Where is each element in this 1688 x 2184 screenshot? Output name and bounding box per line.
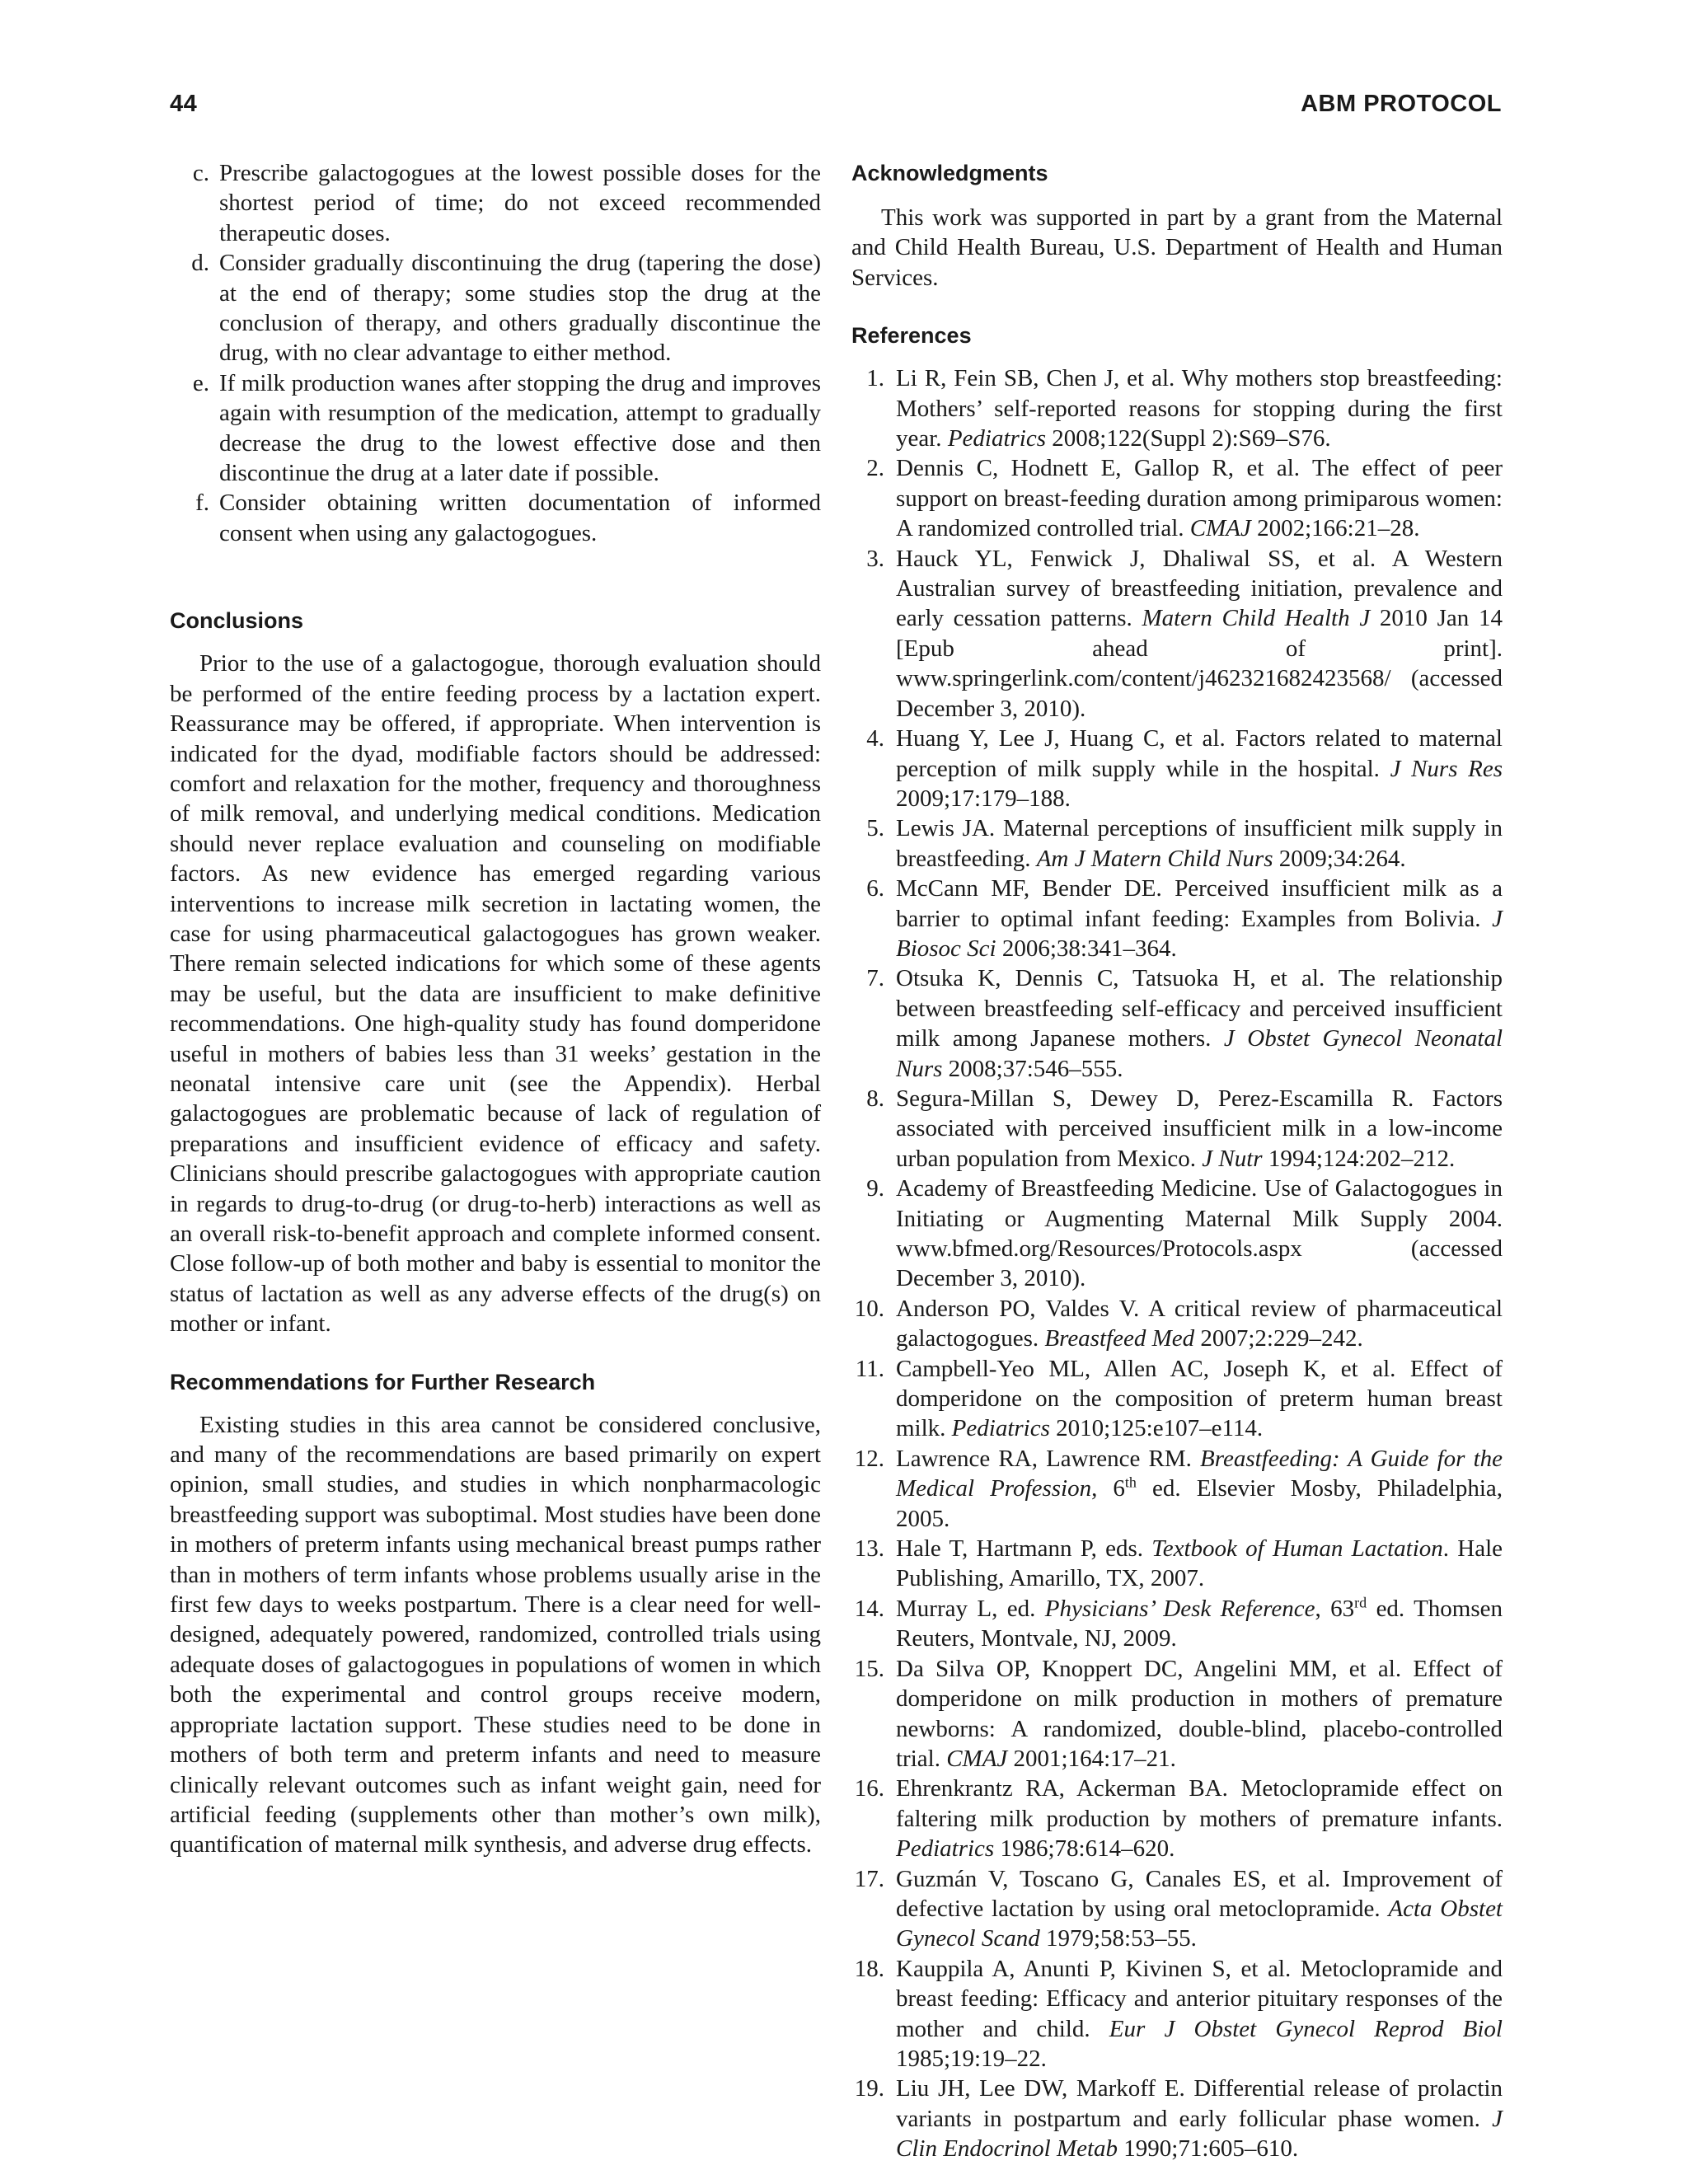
reference-number: 17.	[854, 1865, 884, 1892]
reference-text	[896, 724, 1503, 813]
reference-authors-title: Otsuka K, Dennis C, Tatsuoka H, et al. The relationship between breastfeeding self-efficacy and perceived insufficient milk among Japanese mothers.	[896, 965, 1503, 1052]
reference-citation: 2006;38:341–364.	[996, 935, 1177, 962]
reference-citation: , 6	[1091, 1475, 1125, 1502]
reference-journal: Physicians’ Desk Reference	[1044, 1595, 1315, 1622]
reference-authors-title: Huang Y, Lee J, Huang C, et al. Factors related to maternal perception of milk supply while in the hospital.	[896, 725, 1503, 782]
reference-journal: J Biosoc Sci	[896, 905, 1503, 962]
list-item-text: Prescribe galactogogues at the lowest possible doses for the shortest period of time; do not exceed recommended therapeutic doses.	[219, 160, 821, 246]
reference-citation: 2009;34:264.	[1273, 845, 1406, 872]
reference-item	[851, 544, 1503, 724]
acknowledgments-text: This work was supported in part by a grant from the Maternal and Child Health Bureau, U.S. Department of Health and Human Services.	[851, 204, 1503, 291]
reference-text	[896, 363, 1503, 453]
acknowledgments-heading: Acknowledgments	[851, 161, 1048, 185]
reference-number: 16.	[854, 1775, 884, 1802]
reference-item	[851, 453, 1503, 543]
reference-journal: Eur J Obstet Gynecol Reprod Biol	[1109, 2015, 1503, 2042]
reference-item	[851, 1534, 1503, 1594]
reference-number: 14.	[854, 1595, 884, 1622]
reference-authors-title: Kauppila A, Anunti P, Kivinen S, et al. Metoclopramide and breast feeding: Efficacy and anterior pituitary responses of the mother and child.	[896, 1955, 1503, 2042]
reference-item	[851, 874, 1503, 963]
reference-number: 7.	[866, 965, 884, 992]
list-item	[170, 248, 821, 368]
reference-citation: 2008;122(Suppl 2):S69–S76.	[1046, 425, 1331, 452]
reference-citation: 2007;2:229–242.	[1194, 1325, 1363, 1352]
reference-number: 3.	[866, 545, 884, 572]
reference-authors-title: Segura-Millan S, Dewey D, Perez-Escamilla R. Factors associated with perceived insufficient milk in a low-income urban population from Mexico.	[896, 1085, 1503, 1172]
reference-item	[851, 363, 1503, 453]
reference-citation: , 63	[1315, 1595, 1355, 1622]
reference-journal: Pediatrics	[951, 1415, 1050, 1442]
reference-authors-title: Guzmán V, Toscano G, Canales ES, et al. Improvement of defective lactation by using oral metoclopramide.	[896, 1865, 1503, 1922]
reference-superscript: th	[1124, 1474, 1137, 1491]
reference-item	[851, 1594, 1503, 1654]
reference-journal: Breastfeeding: A Guide for the Medical Profession	[896, 1445, 1503, 1502]
list-item-text: Consider gradually discontinuing the drug (tapering the dose) at the end of therapy; some studies stop the drug at the conclusion of therapy, and others gradually discontinue the drug, with no clear advantage to either method.	[219, 250, 821, 367]
reference-item	[851, 1084, 1503, 1174]
reference-journal: J Obstet Gynecol Neonatal Nurs	[896, 1025, 1503, 1082]
list-item	[170, 158, 821, 248]
reference-citation: 2001;164:17–21.	[1007, 1745, 1176, 1772]
reference-text	[896, 813, 1503, 874]
reference-item	[851, 1174, 1503, 1294]
reference-number: 9.	[866, 1175, 884, 1202]
reference-text	[896, 874, 1503, 963]
reference-number: 18.	[854, 1955, 884, 1982]
reference-citation-end: ed. Thomsen Reuters, Montvale, NJ, 2009.	[896, 1595, 1503, 1652]
list-item-label: f.	[195, 490, 209, 517]
reference-journal: Breastfeed Med	[1044, 1325, 1195, 1352]
reference-journal: CMAJ	[1189, 515, 1251, 542]
reference-citation: 1994;124:202–212.	[1262, 1145, 1456, 1172]
reference-text	[896, 1294, 1503, 1354]
reference-text	[896, 1084, 1503, 1174]
reference-citation: 1985;19:19–22.	[896, 2045, 1047, 2072]
reference-item	[851, 2074, 1503, 2163]
reference-number: 2.	[866, 455, 884, 482]
reference-authors-title: Academy of Breastfeeding Medicine. Use of Galactogogues in Initiating or Augmenting Maternal Milk Supply 2004. www.bfmed.org/Resources/Protocols.aspx (accessed December 3, 2010).	[896, 1175, 1503, 1292]
list-item	[170, 488, 821, 548]
reference-number: 12.	[854, 1445, 884, 1472]
list-item	[170, 368, 821, 489]
reference-journal: J Nurs Res	[1390, 755, 1503, 782]
reference-authors-title: McCann MF, Bender DE. Perceived insufficient milk as a barrier to optimal infant feeding: Examples from Bolivia.	[896, 875, 1503, 932]
reference-item	[851, 724, 1503, 813]
reference-text	[896, 453, 1503, 543]
reference-number: 15.	[854, 1655, 884, 1682]
conclusions-text: Prior to the use of a galactogogue, thorough evaluation should be performed of the entire feeding process by a lactation expert. Reassurance may be offered, if appropriate. When intervention is indicated for the dyad, modifiable factors should be addressed: comfort and relaxation for the mother, frequency and thoroughness of milk removal, and underlying medical conditions. Medication should never replace evaluation and counseling on modifiable factors. As new evidence has emerged regarding various interventions to increase milk secretion in lactating women, the case for using pharmaceutical galactogogues has grown weaker. There remain selected indications for which some of these agents may be useful, but the data are insufficient to make definitive recommendations. One high-quality study has found domperidone useful in mothers of babies less than 31 weeks’ gestation in the neonatal intensive care unit (see the Appendix). Herbal galactogogues are problematic because of lack of regulation of preparations and insufficient evidence of efficacy and safety. Clinicians should prescribe galactogogues with appropriate caution in regards to drug-to-drug (or drug-to-herb) interactions as well as an overall risk-to-benefit approach and complete informed consent. Close follow-up of both mother and baby is essential to monitor the status of lactation as well as any adverse effects of the drug(s) on mother or infant.	[170, 650, 821, 1338]
reference-text	[896, 1654, 1503, 1774]
conclusions-heading: Conclusions	[170, 608, 304, 634]
reference-authors-title: Dennis C, Hodnett E, Gallop R, et al. The effect of peer support on breast-feeding duration among primiparous women: A randomized controlled trial.	[896, 455, 1503, 542]
reference-journal: J Nutr	[1202, 1145, 1263, 1172]
reference-item	[851, 1774, 1503, 1863]
reference-authors-title: Hale T, Hartmann P, eds.	[896, 1535, 1152, 1563]
left-column	[170, 158, 821, 1860]
reference-journal: Textbook of Human Lactation	[1151, 1535, 1443, 1563]
reference-citation: 1986;78:614–620.	[994, 1835, 1175, 1863]
reference-number: 5.	[866, 815, 884, 842]
reference-number: 6.	[866, 875, 884, 902]
reference-number: 1.	[866, 365, 884, 392]
reference-text	[896, 1864, 1503, 1954]
list-item-label: c.	[192, 160, 209, 186]
reference-item	[851, 1354, 1503, 1444]
reference-journal: Pediatrics	[896, 1835, 995, 1863]
recommendation-list	[170, 158, 821, 548]
reference-superscript: rd	[1354, 1594, 1367, 1611]
references-heading: References	[851, 323, 972, 349]
reference-text	[896, 963, 1503, 1084]
reference-authors-title: Lewis JA. Maternal perceptions of insufficient milk supply in breastfeeding.	[896, 815, 1503, 872]
reference-text	[896, 544, 1503, 724]
reference-text	[896, 1174, 1503, 1294]
reference-text	[896, 1534, 1503, 1594]
reference-authors-title: Ehrenkrantz RA, Ackerman BA. Metoclopramide effect on faltering milk production by mothers of premature infants.	[896, 1775, 1503, 1832]
reference-citation: 2002;166:21–28.	[1250, 515, 1420, 542]
reference-journal: J Clin Endocrinol Metab	[896, 2105, 1503, 2163]
reference-item	[851, 1864, 1503, 1954]
reference-journal: Am J Matern Child Nurs	[1036, 845, 1273, 872]
further-research-text: Existing studies in this area cannot be considered conclusive, and many of the recommendations are based primarily on expert opinion, small studies, and studies in which nonpharmacologic breastfeeding support was suboptimal. Most studies have been done in mothers of preterm infants using mechanical breast pumps rather than in mothers of term infants whose problems usually arise in the first few days to weeks postpartum. There is a clear need for well-designed, adequately powered, randomized, controlled trials using adequate doses of galactogogues in populations of women in which both the experimental and control groups receive modern, appropriate lactation support. These studies need to be done in mothers of both term and preterm infants and need to measure clinically relevant outcomes such as infant weight gain, need for artificial feeding (supplements other than mother’s own milk), quantification of maternal milk synthesis, and adverse drug effects.	[170, 1411, 821, 1858]
reference-citation-end: ed. Elsevier Mosby, Philadelphia, 2005.	[896, 1475, 1503, 1532]
reference-text	[896, 2074, 1503, 2163]
reference-number: 8.	[866, 1085, 884, 1112]
list-item-text: Consider obtaining written documentation of informed consent when using any galactogogues.	[219, 490, 821, 546]
reference-authors-title: Lawrence RA, Lawrence RM.	[896, 1445, 1201, 1472]
reference-journal: Acta Obstet Gynecol Scand	[896, 1895, 1503, 1952]
reference-authors-title: Li R, Fein SB, Chen J, et al. Why mothers stop breastfeeding: Mothers’ self-reported reasons for stopping during the first year.	[896, 365, 1503, 452]
reference-citation: 2008;37:546–555.	[942, 1055, 1123, 1082]
reference-text	[896, 1594, 1503, 1654]
reference-citation: . Hale Publishing, Amarillo, TX, 2007.	[896, 1535, 1503, 1592]
reference-citation: 2009;17:179–188.	[896, 785, 1071, 812]
reference-number: 10.	[854, 1295, 884, 1322]
reference-item	[851, 1294, 1503, 1354]
reference-journal: Pediatrics	[947, 425, 1047, 452]
page-number: 44	[170, 91, 198, 117]
reference-citation: 2010 Jan 14 [Epub ahead of print]. www.springerlink.com/content/j462321682423568/ (accessed December 3, 2010).	[896, 605, 1503, 722]
reference-authors-title: Murray L, ed.	[896, 1595, 1045, 1622]
reference-item	[851, 1654, 1503, 1774]
reference-authors-title: Da Silva OP, Knoppert DC, Angelini MM, et al. Effect of domperidone on milk production in mothers of premature newborns: A randomized, double-blind, placebo-controlled trial.	[896, 1655, 1503, 1772]
reference-number: 4.	[866, 725, 884, 752]
reference-item	[851, 1954, 1503, 2074]
list-item-label: e.	[192, 369, 209, 396]
reference-citation: 1990;71:605–610.	[1118, 2135, 1299, 2163]
reference-citation: 1979;58:53–55.	[1039, 1925, 1197, 1952]
reference-number: 11.	[855, 1355, 884, 1382]
reference-text	[896, 1444, 1503, 1534]
reference-citation: 2010;125:e107–e114.	[1049, 1415, 1264, 1442]
reference-text	[896, 1354, 1503, 1444]
reference-authors-title: Liu JH, Lee DW, Markoff E. Differential release of prolactin variants in postpartum and early follicular phase women.	[896, 2075, 1503, 2132]
reference-text	[896, 1954, 1503, 2074]
reference-item	[851, 963, 1503, 1084]
reference-authors-title: Campbell-Yeo ML, Allen AC, Joseph K, et al. Effect of domperidone on the composition of preterm human breast milk.	[896, 1355, 1503, 1442]
reference-item	[851, 1444, 1503, 1534]
reference-text	[896, 1774, 1503, 1863]
reference-number: 13.	[854, 1535, 884, 1563]
reference-item	[851, 813, 1503, 874]
right-column	[851, 158, 1503, 2164]
reference-number: 19.	[854, 2075, 884, 2102]
reference-journal: CMAJ	[946, 1745, 1008, 1772]
reference-journal: Matern Child Health J	[1142, 605, 1371, 632]
reference-authors-title: Hauck YL, Fenwick J, Dhaliwal SS, et al. A Western Australian survey of breastfeeding initiation, prevalence and early cessation patterns.	[896, 545, 1503, 632]
further-research-heading: Recommendations for Further Research	[170, 1369, 596, 1394]
list-item-label: d.	[191, 250, 209, 277]
running-title: ABM PROTOCOL	[1301, 91, 1502, 117]
reference-authors-title: Anderson PO, Valdes V. A critical review of pharmaceutical galactogogues.	[896, 1295, 1503, 1352]
list-item-text: If milk production wanes after stopping the drug and improves again with resumption of the medication, attempt to gradually decrease the drug to the lowest effective dose and then discontinue the drug at a later date if possible.	[219, 369, 821, 487]
reference-list	[851, 363, 1503, 2163]
